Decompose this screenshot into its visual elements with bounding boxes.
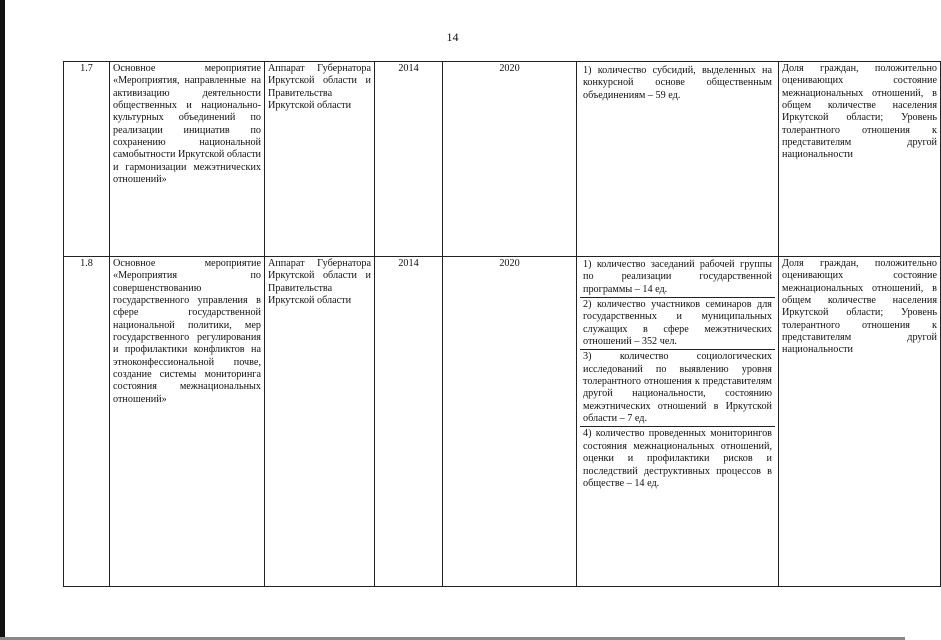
expected-result: Доля граждан, положительно оценивающих состояние межнациональных отношений, в общем количестве населения Иркутской области; Уровень толерантного отношения к представителям другой национальности bbox=[779, 62, 941, 257]
event-name: Основное мероприятие «Мероприятия по совершенствованию государственного управления в сфере государственной национальной политики, мер государственного регулирования и профилактики конфликтов на этноконфессиональной почве, создание системы мониторинга состояния межнациональных отношений» bbox=[110, 257, 265, 587]
indicator-item: 4) количество проведенных мониторингов состояния межнациональных отношений, оценки и профилактики рисков и последствий деструктивных процессов в обществе – 14 ед. bbox=[583, 428, 772, 489]
event-name: Основное мероприятие «Мероприятия, направленные на активизацию деятельности общественных и национально-культурных объединений по реализации инициатив по сохранению национальной самобытности Иркутской области и гармонизации межэтнических отношений» bbox=[110, 62, 265, 257]
expected-result: Доля граждан, положительно оценивающих состояние межнациональных отношений, в общем количестве населения Иркутской области; Уровень толерантного отношения к представителям другой национальности bbox=[779, 257, 941, 587]
scan-left-edge bbox=[0, 0, 5, 640]
indicator-item: 2) количество участников семинаров для государственных и муниципальных служащих в сфере межэтнических отношений – 352 чел. bbox=[580, 298, 775, 350]
start-year: 2014 bbox=[375, 257, 443, 587]
start-year: 2014 bbox=[375, 62, 443, 257]
indicator-item: 1) количество субсидий, выделенных на конкурсной основе общественным объединениям – 59 ед. bbox=[583, 65, 772, 101]
table-row bbox=[64, 257, 941, 587]
indicators-cell bbox=[577, 257, 779, 587]
table-row bbox=[64, 62, 941, 257]
event-executor: Аппарат Губернатора Иркутской области и Правительства Иркутской области bbox=[265, 62, 375, 257]
program-events-table bbox=[63, 61, 941, 587]
indicator-item: 3) количество социологических исследований по выявлению уровня толерантного отношения к представителям другой национальности, состоянию межэтнических отношений в Иркутской области – 7 ед. bbox=[580, 350, 775, 427]
row-number: 1.8 bbox=[64, 257, 110, 587]
end-year: 2020 bbox=[443, 257, 577, 587]
indicators-cell bbox=[577, 62, 779, 257]
row-number: 1.7 bbox=[64, 62, 110, 257]
event-executor: Аппарат Губернатора Иркутской области и Правительства Иркутской области bbox=[265, 257, 375, 587]
page-number: 14 bbox=[446, 30, 459, 44]
end-year: 2020 bbox=[443, 62, 577, 257]
indicator-item: 1) количество заседаний рабочей группы по реализации государственной программы – 14 ед. bbox=[580, 258, 775, 298]
